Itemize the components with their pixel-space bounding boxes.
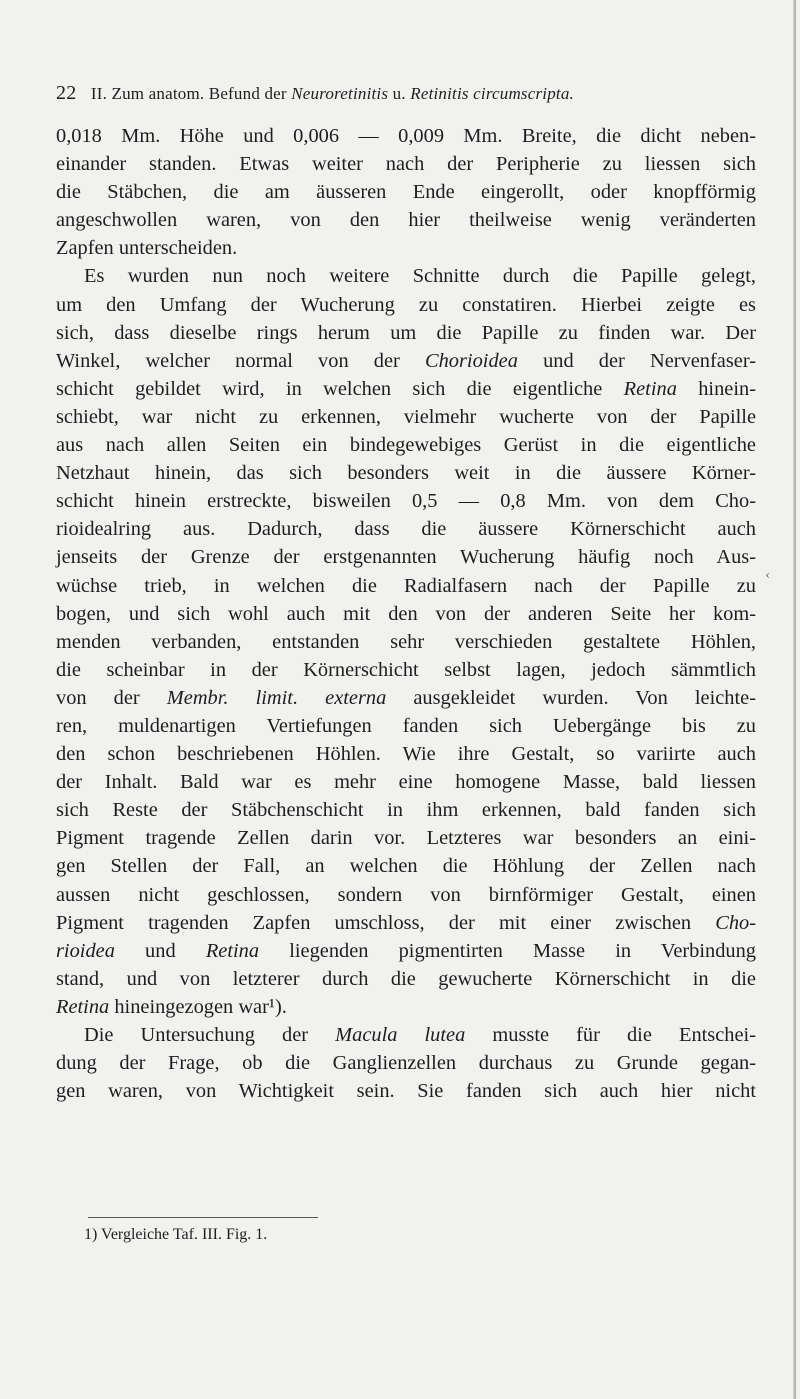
- text-run: sich, dass dieselbe rings herum um die Papille zu finden war. Der: [56, 321, 756, 344]
- text-line: [56, 628, 756, 656]
- text-line: [56, 824, 756, 852]
- text-run: einander standen. Etwas weiter nach der Peripherie zu liessen sich: [56, 153, 756, 176]
- text-line: [56, 543, 756, 571]
- text-run: Netzhaut hinein, das sich besonders weit in die äussere Körner-: [56, 462, 756, 485]
- text-line: [56, 768, 756, 796]
- text-run: die Stäbchen, die am äusseren Ende eingerollt, oder knopfförmig: [56, 181, 756, 204]
- text-run: aussen nicht geschlossen, sondern von birnförmiger Gestalt, einen: [56, 883, 756, 906]
- text-line: [56, 206, 756, 234]
- footnote-rule: [88, 1217, 318, 1218]
- text-run: menden verbanden, entstanden sehr verschieden gestaltete Höhlen,: [56, 630, 756, 653]
- text-run: liegenden pigmentirten Masse in Verbindung: [259, 939, 757, 962]
- text-run: sich Reste der Stäbchenschicht in ihm erkennen, bald fanden sich: [56, 799, 756, 822]
- header-term-2: Retinitis circumscripta.: [410, 84, 574, 103]
- text-run: jenseits der Grenze der erstgenannten Wucherung häufig noch Aus-: [56, 546, 756, 569]
- text-line: [56, 178, 756, 206]
- text-run: Pigment tragenden Zapfen umschloss, der mit einer zwischen: [56, 911, 716, 934]
- text-line: [56, 291, 756, 319]
- text-run: und: [114, 939, 206, 962]
- text-run: gen Stellen der Fall, an welchen die Höhlung der Zellen nach: [56, 855, 756, 878]
- text-run: ausgekleidet wurden. Von leichte-: [386, 686, 756, 709]
- header-term-1: Neuroretinitis: [291, 84, 389, 103]
- text-line: [56, 852, 756, 880]
- italic-term: rioidea: [56, 939, 115, 962]
- page-edge: [793, 0, 796, 1399]
- text-line: [56, 122, 756, 150]
- body-text: [56, 122, 756, 1105]
- text-line: [56, 993, 756, 1021]
- text-line: [56, 796, 756, 824]
- text-run: Es wurden nun noch weitere Schnitte durch die Papille gelegt,: [84, 265, 756, 288]
- text-line: [56, 403, 756, 431]
- italic-term: Retina: [56, 995, 110, 1018]
- text-run: 0,018 Mm. Höhe und 0,006 — 0,009 Mm. Breite, die dicht neben-: [56, 125, 756, 147]
- text-line: [56, 375, 756, 403]
- text-line: [56, 319, 756, 347]
- text-line: [56, 515, 756, 543]
- italic-term: Membr. limit. externa: [166, 686, 387, 709]
- text-line: [56, 740, 756, 768]
- text-run: dung der Frage, ob die Ganglienzellen durchaus zu Grunde gegan-: [56, 1052, 756, 1075]
- text-run: Zapfen unterscheiden.: [56, 237, 238, 260]
- italic-term: Retina: [205, 939, 260, 962]
- text-run: aus nach allen Seiten ein bindegewebiges Gerüst in die eigentliche: [56, 434, 756, 457]
- text-run: stand, und von letzterer durch die gewucherte Körnerschicht in die: [56, 967, 756, 990]
- text-line: [56, 487, 756, 515]
- text-line: [56, 431, 756, 459]
- italic-term: Cho-: [715, 911, 756, 934]
- text-run: die scheinbar in der Körnerschicht selbst lagen, jedoch sämmtlich: [56, 658, 756, 681]
- text-line: [56, 262, 756, 290]
- text-line: [56, 965, 756, 993]
- text-run: von der: [56, 686, 167, 709]
- text-run: angeschwollen waren, von den hier theilweise wenig veränderten: [56, 209, 756, 232]
- text-run: der Inhalt. Bald war es mehr eine homogene Masse, bald liessen: [56, 771, 756, 794]
- running-header: [56, 82, 756, 105]
- text-line: [56, 1049, 756, 1077]
- header-conjunction: u.: [392, 84, 406, 103]
- text-run: bogen, und sich wohl auch mit den von der anderen Seite her kom-: [56, 602, 756, 625]
- text-run: um den Umfang der Wucherung zu constatiren. Hierbei zeigte es: [56, 293, 756, 316]
- text-run: schiebt, war nicht zu erkennen, vielmehr wucherte von der Papille: [56, 405, 756, 428]
- text-line: [56, 150, 756, 178]
- italic-term: Macula lutea: [335, 1024, 466, 1046]
- text-line: [56, 1021, 756, 1049]
- text-line: [56, 459, 756, 487]
- text-line: [56, 909, 756, 937]
- text-line: [56, 347, 756, 375]
- text-line: [56, 234, 756, 262]
- text-line: [56, 684, 756, 712]
- text-run: den schon beschriebenen Höhlen. Wie ihre Gestalt, so variirte auch: [56, 743, 756, 766]
- text-run: ren, muldenartigen Vertiefungen fanden sich Uebergänge bis zu: [56, 714, 756, 737]
- text-line: [56, 572, 756, 600]
- text-run: rioidealring aus. Dadurch, dass die äussere Körnerschicht auch: [56, 518, 756, 541]
- text-run: gen waren, von Wichtigkeit sein. Sie fanden sich auch hier nicht: [56, 1080, 756, 1103]
- text-line: [56, 1077, 756, 1105]
- text-run: hinein-: [676, 377, 756, 400]
- page-number: 22: [56, 82, 77, 104]
- text-run: Pigment tragende Zellen darin vor. Letzteres war besonders an eini-: [56, 827, 756, 850]
- text-run: Winkel, welcher normal von der: [56, 349, 425, 372]
- text-run: wüchse trieb, in welchen die Radialfasern nach der Papille zu: [56, 574, 756, 597]
- text-run: hineingezogen war¹).: [109, 995, 287, 1018]
- italic-term: Retina: [623, 377, 677, 400]
- margin-mark: ‹: [765, 568, 770, 582]
- text-run: musste für die Entschei-: [465, 1024, 756, 1046]
- header-section: II. Zum anatom. Befund der: [90, 84, 287, 103]
- text-line: [56, 937, 756, 965]
- text-line: [56, 656, 756, 684]
- text-line: [56, 712, 756, 740]
- footnote: 1) Vergleiche Taf. III. Fig. 1.: [84, 1226, 268, 1243]
- text-run: schicht hinein erstreckte, bisweilen 0,5 — 0,8 Mm. von dem Cho-: [56, 490, 756, 513]
- text-run: und der Nervenfaser-: [517, 349, 757, 372]
- text-run: Die Untersuchung der: [84, 1024, 336, 1046]
- italic-term: Chorioidea: [425, 349, 518, 372]
- text-line: [56, 600, 756, 628]
- text-run: schicht gebildet wird, in welchen sich die eigentliche: [56, 377, 624, 400]
- text-line: [56, 881, 756, 909]
